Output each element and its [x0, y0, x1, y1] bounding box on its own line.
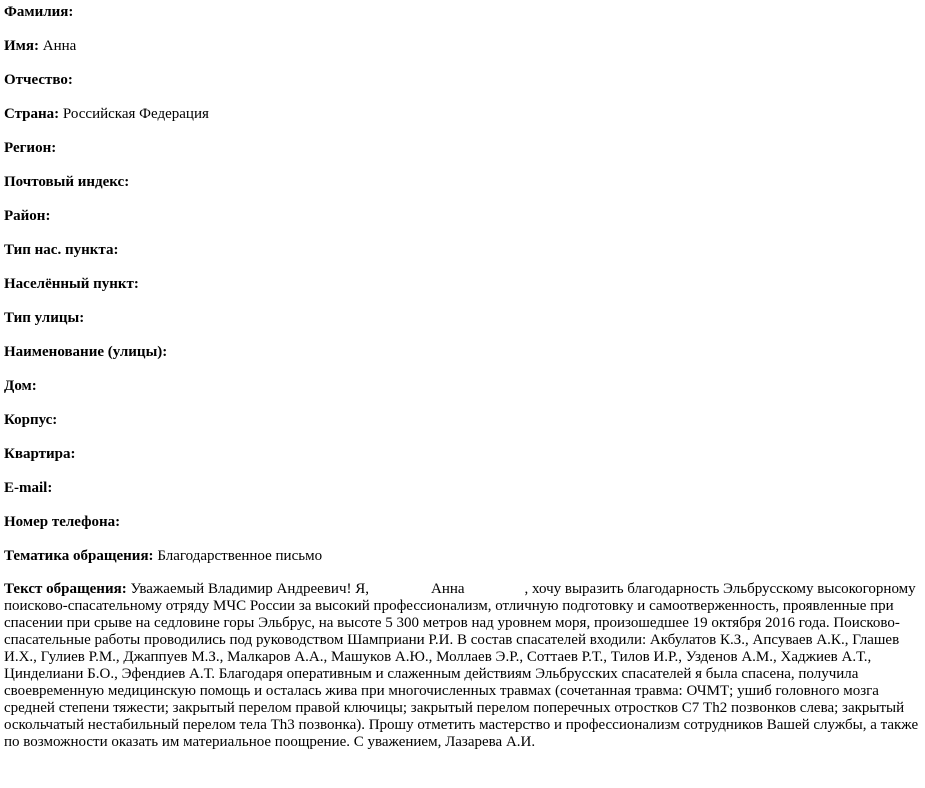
field-apartment	[4, 445, 921, 464]
field-phone	[4, 513, 921, 532]
field-label: Почтовый индекс:	[4, 174, 130, 190]
field-settlement	[4, 275, 921, 294]
field-label: Тематика обращения:	[4, 548, 154, 564]
field-street-type	[4, 309, 921, 328]
field-value: Анна	[42, 38, 77, 54]
field-topic	[4, 547, 921, 566]
appeal-greeting: Уважаемый Владимир Андреевич! Я,	[130, 581, 369, 597]
field-first-name	[4, 37, 921, 56]
field-value: Российская Федерация	[62, 106, 209, 122]
field-label: Имя:	[4, 38, 39, 54]
field-label: Отчество:	[4, 72, 73, 88]
field-label: E-mail:	[4, 480, 53, 496]
field-settlement-type	[4, 241, 921, 260]
field-value: Благодарственное письмо	[157, 548, 323, 564]
appeal-author-name: Анна	[431, 581, 465, 597]
field-surname	[4, 3, 921, 22]
field-street-name	[4, 343, 921, 362]
field-region	[4, 139, 921, 158]
field-label: Наименование (улицы):	[4, 344, 168, 360]
field-email	[4, 479, 921, 498]
appeal-text	[4, 581, 920, 751]
field-building	[4, 411, 921, 430]
appeal-body: , хочу выразить благодарность Эльбрусскому высокогорному поисково-спасательному отряду МЧС России за высокий профессионализм, отличную подготовку и самоотверженность, проявленные при спасении при срыве на седловине горы Эльбрус, на высоте 5 300 метров над уровнем моря, произошедшее 19 октября 2016 года. Поисково-спасательные работы проводились под руководством Шамприани Р.И. В состав спасателей входили: Акбулатов К.З., Апсуваев А.К., Глашев И.Х., Гулиев Р.М., Джаппуев М.З., Малкаров А.А., Машуков А.Ю., Моллаев Э.Р., Соттаев Р.Т., Тилов И.Р., Узденов А.М., Хаджиев А.Т., Цинделиани Б.О., Эфендиев А.Т. Благодаря оперативным и слаженным действиям Эльбрусских спасателей я была спасена, получила своевременную медицинскую помощь и осталась жива при многочисленных травмах (сочетанная травма: ОЧМТ; ушиб головного мозга средней степени тяжести; закрытый перелом правой ключицы; закрытый перелом поперечных отростков С7 Th2 позвонков слева; закрытый оскольчатый нестабильный перелом тела Th3 позвонка). Прошу отметить мастерство и профессионализм сотрудников Вашей службы, а также по возможности оказать им материальное поощрение. С уважением, Лазарева А.И.	[4, 581, 919, 750]
field-label: Населённый пункт:	[4, 276, 139, 292]
field-house	[4, 377, 921, 396]
field-label: Номер телефона:	[4, 514, 121, 530]
field-district	[4, 207, 921, 226]
field-label: Квартира:	[4, 446, 76, 462]
field-patronymic	[4, 71, 921, 90]
field-label: Регион:	[4, 140, 57, 156]
field-label: Фамилия:	[4, 4, 74, 20]
field-label: Дом:	[4, 378, 37, 394]
field-label: Страна:	[4, 106, 60, 122]
field-label: Корпус:	[4, 412, 58, 428]
field-country	[4, 105, 921, 124]
field-label: Тип улицы:	[4, 310, 85, 326]
field-postal-code	[4, 173, 921, 192]
appeal-text-label: Текст обращения:	[4, 581, 127, 597]
field-label: Тип нас. пункта:	[4, 242, 119, 258]
field-label: Район:	[4, 208, 51, 224]
